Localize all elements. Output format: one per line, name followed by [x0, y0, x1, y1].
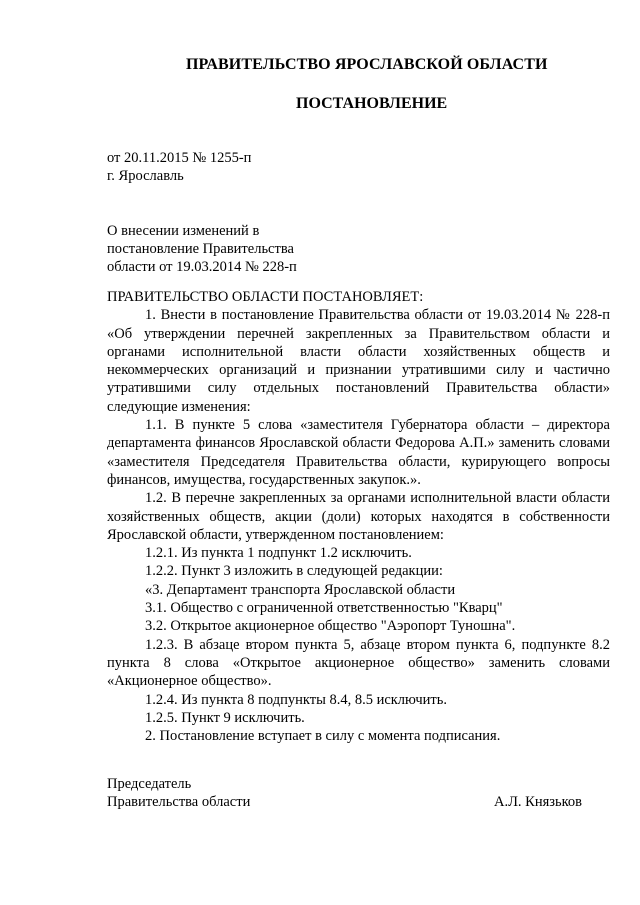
document-body — [107, 288, 610, 745]
paragraph-1-2-3: 1.2.3. В абзаце втором пункта 5, абзаце втором пункта 6, подпункте 8.2 пункта 8 слова «Открытое акционерное общество» заменить словами «Акционерное общество». — [107, 636, 610, 690]
quoted-item-3-1: 3.1. Общество с ограниченной ответственностью "Кварц" — [145, 600, 503, 617]
quoted-item-3: «3. Департамент транспорта Ярославской области — [145, 581, 456, 598]
signatory-title: Председатель — [107, 776, 192, 792]
paragraph-1-2-2: 1.2.2. Пункт 3 изложить в следующей редакции: — [145, 563, 443, 580]
paragraph-1-2: 1.2. В перечне закрепленных за органами исполнительной власти области хозяйственных обществ, акции (доли) которых находятся в собственности Ярославской области, утвержденном постановлением: — [107, 490, 610, 543]
quoted-item-3-2: 3.2. Открытое акционерное общество "Аэропорт Туношна". — [145, 618, 516, 635]
subject-line: постановление Правительства — [107, 241, 294, 257]
date-number: от 20.11.2015 № 1255-п — [107, 150, 252, 166]
paragraph-2: 2. Постановление вступает в силу с момента подписания. — [145, 728, 501, 745]
document-subject — [107, 222, 297, 276]
paragraph-1-2-4: 1.2.4. Из пункта 8 подпункты 8.4, 8.5 исключить. — [145, 691, 447, 708]
document-type-title: ПОСТАНОВЛЕНИЕ — [296, 95, 448, 112]
subject-line: О внесении изменений в — [107, 223, 260, 239]
paragraph-1-2-5: 1.2.5. Пункт 9 исключить. — [145, 709, 305, 726]
signatory-title: Правительства области — [107, 794, 251, 810]
signature-block — [107, 775, 250, 811]
resolution-lead: ПРАВИТЕЛЬСТВО ОБЛАСТИ ПОСТАНОВЛЯЕТ: — [107, 289, 424, 305]
paragraph-1-2-1: 1.2.1. Из пункта 1 подпункт 1.2 исключить. — [145, 545, 412, 562]
paragraph-1: 1. Внести в постановление Правительства области от 19.03.2014 № 228-п «Об утверждении перечней закрепленных за Правительством области и органами исполнительной власти области хозяйственных обществ и некоммерческих организаций и признании утратившими силу и частично утратившими силу отдельных постановлений Правительства области» следующие изменения: — [107, 307, 610, 415]
signatory-name: А.Л. Князьков — [494, 794, 583, 810]
organization-title: ПРАВИТЕЛЬСТВО ЯРОСЛАВСКОЙ ОБЛАСТИ — [186, 56, 548, 73]
document-meta — [107, 149, 251, 185]
city: г. Ярославль — [107, 168, 184, 184]
subject-line: области от 19.03.2014 № 228-п — [107, 259, 297, 275]
paragraph-1-1: 1.1. В пункте 5 слова «заместителя Губернатора области – директора департамента финансов Ярославской области Федорова А.П.» заменить словами «заместителя Председателя Правительства области, курирующего вопросы финансов, имущества, государственных закупок.». — [107, 417, 610, 488]
